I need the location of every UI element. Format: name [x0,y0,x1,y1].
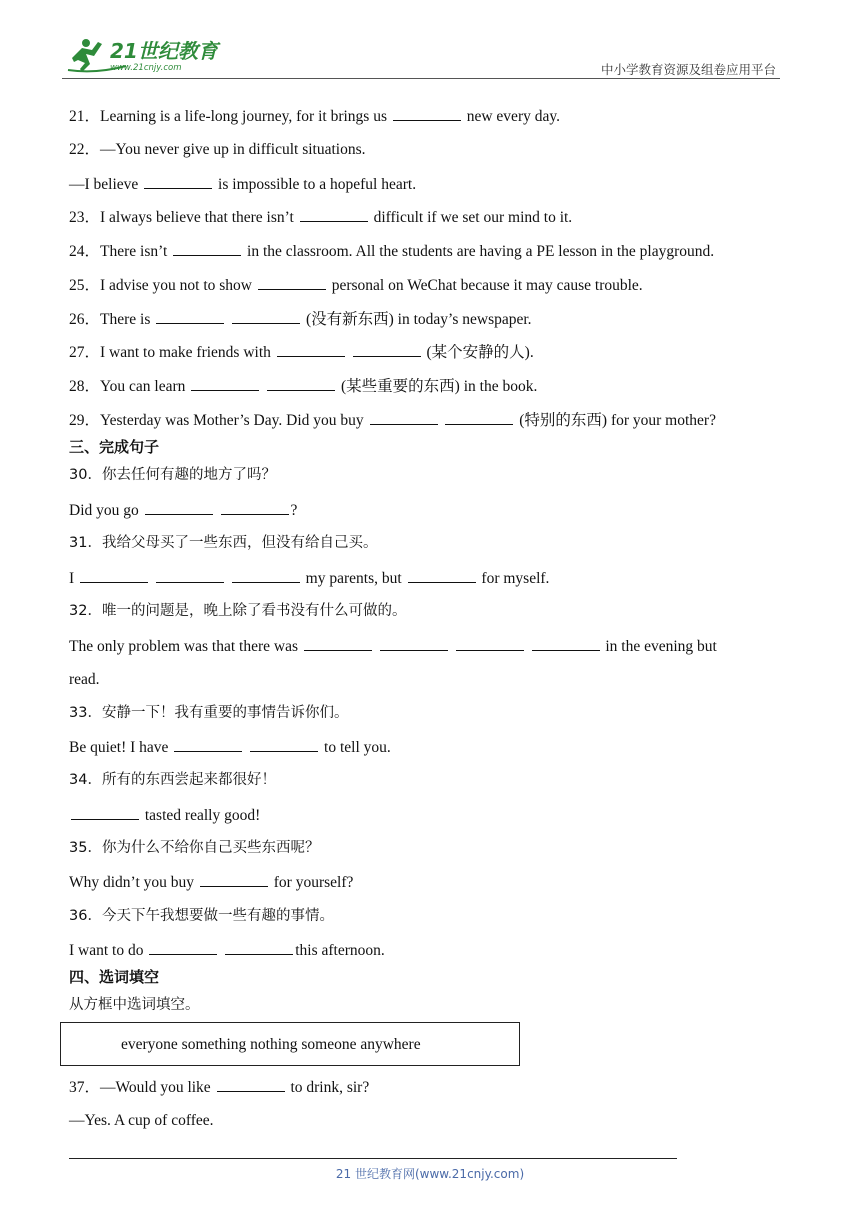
question-30: Did you go ? [69,502,298,519]
question-22-reply: —I believe is impossible to a hopeful heart. [69,176,417,193]
blank[interactable] [217,1077,285,1092]
question-31-cn: 31．我给父母买了一些东西，但没有给自己买。 [69,535,378,551]
question-29: 29．Yesterday was Mother’s Day. Did you buy (特别的东西) for your mother? [69,412,716,429]
blank[interactable] [353,342,421,357]
blank[interactable] [200,872,268,887]
question-36-cn: 36．今天下午我想要做一些有趣的事情。 [69,908,334,924]
blank[interactable] [258,275,326,290]
blank[interactable] [277,342,345,357]
blank[interactable] [149,940,217,955]
question-23: 23．I always believe that there isn’t difficult if we set our mind to it. [69,209,573,226]
blank[interactable] [445,410,513,425]
question-22: 22．—You never give up in difficult situations. [69,141,366,158]
question-26: 26．There is (没有新东西) in today’s newspaper. [69,311,532,328]
blank[interactable] [71,805,139,820]
question-34: tasted really good! [69,805,260,826]
blank[interactable] [300,207,368,222]
question-35: Why didn’t you buy for yourself? [69,874,354,891]
blank[interactable] [393,106,461,121]
blank[interactable] [173,241,241,256]
question-30-cn: 30．你去任何有趣的地方了吗？ [69,467,276,483]
svg-text:21世纪教育: 21世纪教育 [110,39,218,63]
blank[interactable] [191,376,259,391]
blank[interactable] [250,737,318,752]
question-37-reply: —Yes. A cup of coffee. [69,1112,214,1129]
question-32-cont: read. [69,671,100,688]
question-28: 28．You can learn (某些重要的东西) in the book. [69,378,538,395]
blank[interactable] [156,309,224,324]
section-title-4: 四、选词填空 [69,968,160,986]
blank[interactable] [225,940,293,955]
question-33: Be quiet! I have to tell you. [69,739,391,756]
blank[interactable] [267,376,335,391]
blank[interactable] [144,174,212,189]
page-header [62,36,780,78]
footer-divider [69,1158,677,1159]
question-27: 27．I want to make friends with (某个安静的人). [69,344,534,361]
blank[interactable] [221,500,289,515]
blank[interactable] [370,410,438,425]
word-box [60,1022,520,1066]
section-title-3: 三、完成句子 [69,438,160,456]
question-34-cn: 34．所有的东西尝起来都很好！ [69,772,276,788]
blank[interactable] [532,636,600,651]
blank[interactable] [80,568,148,583]
question-32-cn: 32．唯一的问题是，晚上除了看书没有什么可做的。 [69,603,407,619]
question-33-cn: 33．安静一下！我有重要的事情告诉你们。 [69,705,349,721]
header-divider [62,78,780,79]
question-32: The only problem was that there was in the evening but [69,638,717,655]
instruction: 从方框中选词填空。 [69,997,200,1013]
question-36: I want to do this afternoon. [69,942,385,959]
blank[interactable] [408,568,476,583]
blank[interactable] [174,737,242,752]
blank[interactable] [145,500,213,515]
blank[interactable] [304,636,372,651]
question-37: 37．—Would you like to drink, sir? [69,1079,370,1096]
word-box-words: everyone something nothing someone anywhere [121,1036,421,1053]
question-21: 21．Learning is a life-long journey, for it brings us new every day. [69,108,560,125]
svg-text:www.21cnjy.com: www.21cnjy.com [110,63,182,73]
blank[interactable] [380,636,448,651]
question-24: 24．There isn’t in the classroom. All the students are having a PE lesson in the playground. [69,243,715,260]
blank[interactable] [232,309,300,324]
blank[interactable] [156,568,224,583]
question-25: 25．I advise you not to show personal on WeChat because it may cause trouble. [69,277,643,294]
footer-text: 21 世纪教育网(www.21cnjy.com) [335,1167,525,1181]
blank[interactable] [232,568,300,583]
blank[interactable] [456,636,524,651]
question-35-cn: 35．你为什么不给你自己买些东西呢？ [69,840,320,856]
logo-21cnjy [66,36,236,78]
question-31: I my parents, but for myself. [69,570,550,587]
platform-name: 中小学教育资源及组卷应用平台 [600,62,776,77]
